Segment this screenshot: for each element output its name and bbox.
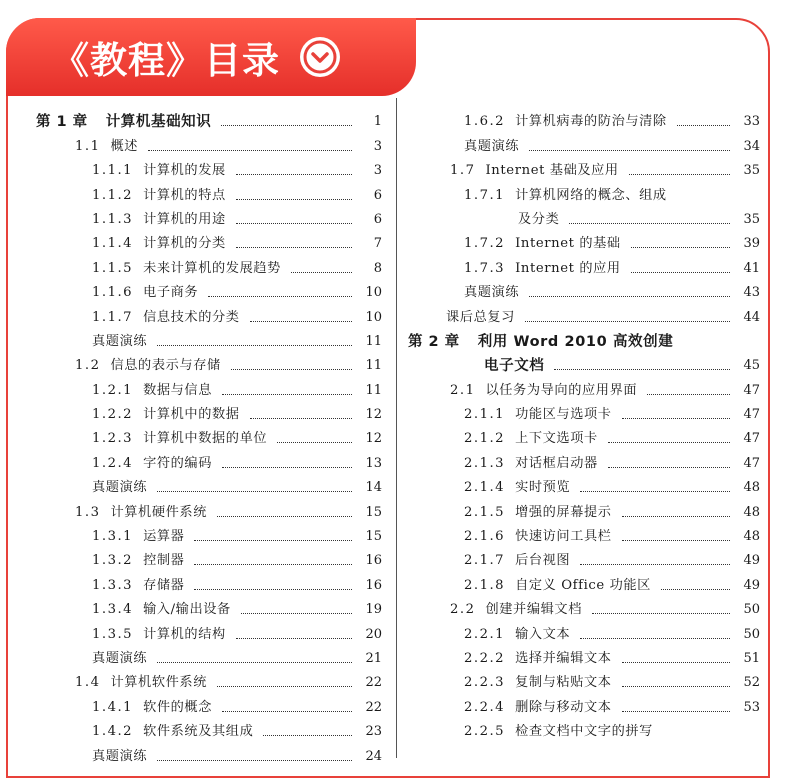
toc-entry-title: 上下文选项卡 — [515, 431, 598, 447]
toc-entry-page: 47 — [743, 382, 760, 398]
toc-entry-number: 2.1.6 — [464, 529, 506, 545]
toc-entry[interactable] — [22, 447, 382, 471]
dot-leader — [217, 686, 352, 687]
toc-entry-number: 2.1 — [450, 382, 476, 398]
toc-entry-number: 2.2.4 — [464, 699, 506, 715]
toc-entry-page: 16 — [365, 577, 382, 593]
toc-entry[interactable] — [406, 252, 760, 276]
toc-entry-title: 计算机的分类 — [143, 236, 226, 252]
toc-entry-title: 自定义 Office 功能区 — [515, 577, 651, 593]
toc-entry-page: 11 — [365, 382, 382, 398]
toc-entry-number: 1.7 — [450, 163, 476, 179]
toc-entry-title: 运算器 — [143, 529, 185, 545]
dot-leader — [231, 369, 352, 370]
toc-entry-page: 3 — [373, 138, 382, 154]
toc-entry-page: 11 — [365, 333, 382, 349]
dot-leader — [236, 174, 352, 175]
dot-leader — [622, 711, 730, 712]
toc-entry-number: 2.2.5 — [464, 724, 506, 740]
toc-entry-title: 信息的表示与存储 — [110, 358, 221, 374]
toc-entry-page: 3 — [373, 163, 382, 179]
dot-leader — [525, 321, 730, 322]
dot-leader — [277, 442, 352, 443]
toc-entry-page: 6 — [373, 211, 382, 227]
toc-entry[interactable] — [406, 277, 760, 301]
toc-entry[interactable] — [22, 643, 382, 667]
toc-entry-number: 第 1 章 — [36, 114, 88, 131]
toc-entry-title: 电子文档 — [484, 358, 545, 375]
toc-entry-title: 计算机中数据的单位 — [143, 431, 268, 447]
toc-entry-title: 计算机基础知识 — [105, 114, 212, 131]
toc-entry[interactable] — [22, 667, 382, 691]
toc-entry-number: 1.7.1 — [464, 187, 506, 203]
dot-leader — [194, 564, 352, 565]
toc-entry-page: 10 — [365, 285, 382, 301]
toc-entry-title: 以任务为导向的应用界面 — [485, 382, 638, 398]
toc-entry-page: 10 — [365, 309, 382, 325]
toc-entry[interactable] — [406, 447, 760, 471]
toc-entry[interactable] — [406, 521, 760, 545]
dot-leader — [208, 296, 352, 297]
dot-leader — [647, 394, 730, 395]
dot-leader — [236, 638, 352, 639]
dot-leader — [250, 418, 352, 419]
toc-entry-number: 1.1.3 — [92, 211, 134, 227]
dot-leader — [608, 442, 730, 443]
toc-entry-title: 计算机的结构 — [143, 626, 226, 642]
toc-entry-title: 计算机的特点 — [143, 187, 226, 203]
toc-entry-title: 增强的屏幕提示 — [515, 504, 612, 520]
toc-entry-page: 12 — [365, 431, 382, 447]
toc-entry-number: 1.3.4 — [92, 602, 134, 618]
dot-leader — [250, 321, 352, 322]
toc-entry-page: 15 — [365, 529, 382, 545]
toc-entry[interactable] — [22, 252, 382, 276]
toc-entry-number: 2.2 — [450, 602, 476, 618]
toc-entry-title: 计算机的发展 — [143, 163, 226, 179]
toc-entry-number: 1.3.3 — [92, 577, 134, 593]
toc-entry-title: Internet 的基础 — [515, 236, 621, 252]
toc-entry-title: 软件系统及其组成 — [143, 724, 254, 740]
toc-entry-number: 1.3.2 — [92, 553, 134, 569]
toc-entry-page: 47 — [743, 431, 760, 447]
dot-leader — [622, 516, 730, 517]
toc-entry-title: 真题演练 — [92, 748, 148, 764]
toc-entry-page: 24 — [365, 748, 382, 764]
toc-entry[interactable] — [406, 545, 760, 569]
toc-entry-page: 48 — [743, 529, 760, 545]
toc-entry-title: 创建并编辑文档 — [485, 602, 582, 618]
toc-entry-page: 19 — [365, 602, 382, 618]
toc-entry-title: 存储器 — [143, 577, 185, 593]
dot-leader — [580, 638, 730, 639]
toc-left-column — [22, 106, 382, 765]
toc-entry-number: 1.3.5 — [92, 626, 134, 642]
toc-entry-number: 2.2.1 — [464, 626, 506, 642]
toc-entry[interactable] — [22, 277, 382, 301]
toc-entry[interactable] — [406, 496, 760, 520]
toc-entry-number: 2.1.8 — [464, 577, 506, 593]
dot-leader — [236, 247, 352, 248]
toc-entry-title: 及分类 — [518, 211, 560, 227]
toc-entry-title: 真题演练 — [92, 480, 148, 496]
toc-entry-page: 22 — [365, 699, 382, 715]
toc-entry-page: 50 — [743, 626, 760, 642]
toc-entry-number: 1.1.6 — [92, 285, 134, 301]
toc-entry-number: 1.7.2 — [464, 236, 506, 252]
dot-leader — [222, 711, 352, 712]
toc-entry[interactable] — [22, 569, 382, 593]
toc-entry[interactable] — [22, 423, 382, 447]
toc-entry-title: 真题演练 — [92, 333, 148, 349]
toc-entry[interactable] — [22, 545, 382, 569]
toc-entry-page: 48 — [743, 480, 760, 496]
toc-entry[interactable] — [22, 740, 382, 764]
toc-entry-number: 1.2.2 — [92, 407, 134, 423]
toc-entry[interactable] — [22, 179, 382, 203]
dot-leader — [157, 760, 352, 761]
toc-entry[interactable] — [406, 155, 760, 179]
dot-leader — [222, 394, 352, 395]
toc-entry[interactable] — [406, 667, 760, 691]
dot-leader — [592, 613, 730, 614]
toc-entry-number: 2.1.5 — [464, 504, 506, 520]
toc-entry-page: 34 — [743, 138, 760, 154]
toc-entry-title: 概述 — [110, 138, 139, 154]
toc-entry-page: 6 — [373, 187, 382, 203]
toc-entry-title: 检查文档中文字的拼写 — [515, 724, 653, 740]
toc-entry-number: 1.7.3 — [464, 260, 506, 276]
toc-entry[interactable] — [22, 618, 382, 642]
dot-leader — [629, 174, 730, 175]
toc-entry-page: 50 — [743, 602, 760, 618]
toc-entry-title: 真题演练 — [464, 138, 520, 154]
toc-entry-title: 字符的编码 — [143, 455, 212, 471]
toc-entry[interactable] — [406, 716, 760, 740]
dot-leader — [194, 540, 352, 541]
toc-entry-title: 功能区与选项卡 — [515, 407, 612, 423]
dot-leader — [631, 247, 730, 248]
dot-leader — [661, 589, 730, 590]
dot-leader — [622, 540, 730, 541]
toc-entry-number: 1.2.3 — [92, 431, 134, 447]
dot-leader — [569, 223, 730, 224]
toc-entry[interactable] — [22, 496, 382, 520]
toc-entry-page: 51 — [743, 650, 760, 666]
toc-entry-title: 对话框启动器 — [515, 455, 598, 471]
toc-entry[interactable] — [406, 594, 760, 618]
toc-entry-title: 计算机软件系统 — [110, 675, 207, 691]
toc-entry-page: 33 — [743, 114, 760, 130]
dot-leader — [608, 467, 730, 468]
toc-entry-page: 49 — [743, 553, 760, 569]
toc-entry-page: 11 — [365, 358, 382, 374]
toc-chapter-entry[interactable] — [406, 326, 760, 350]
dot-leader — [157, 662, 352, 663]
toc-right-column — [406, 106, 760, 740]
toc-entry-title: 计算机的用途 — [143, 211, 226, 227]
toc-entry[interactable] — [22, 521, 382, 545]
toc-entry[interactable] — [22, 594, 382, 618]
toc-entry-page: 44 — [743, 309, 760, 325]
dot-leader — [157, 491, 352, 492]
toc-entry[interactable] — [406, 618, 760, 642]
toc-entry-number: 2.1.2 — [464, 431, 506, 447]
toc-entry[interactable] — [22, 399, 382, 423]
dot-leader — [554, 369, 730, 370]
toc-entry-number: 2.2.3 — [464, 675, 506, 691]
expand-button[interactable] — [300, 37, 340, 77]
page-title: 《教程》目录 — [52, 39, 280, 82]
toc-entry[interactable] — [22, 374, 382, 398]
dot-leader — [529, 296, 730, 297]
toc-entry[interactable] — [406, 374, 760, 398]
toc-entry-page: 49 — [743, 577, 760, 593]
toc-entry[interactable] — [22, 716, 382, 740]
toc-entry-title: Internet 基础及应用 — [485, 163, 619, 179]
toc-entry-page: 35 — [743, 163, 760, 179]
toc-entry-title: 计算机网络的概念、组成 — [515, 187, 667, 203]
toc-entry-page: 41 — [743, 260, 760, 276]
toc-entry-page: 52 — [743, 675, 760, 691]
toc-entry-number: 第 2 章 — [408, 333, 460, 350]
toc-entry-title: 计算机病毒的防治与清除 — [515, 114, 667, 130]
toc-entry-number: 1.3.1 — [92, 529, 134, 545]
toc-entry-title: 控制器 — [143, 553, 185, 569]
toc-entry-page: 22 — [365, 675, 382, 691]
toc-entry-title: 计算机中的数据 — [143, 407, 240, 423]
toc-entry[interactable] — [406, 130, 760, 154]
toc-entry-title: 真题演练 — [464, 285, 520, 301]
toc-entry[interactable] — [406, 399, 760, 423]
dot-leader — [631, 272, 730, 273]
toc-entry-number: 1.1.7 — [92, 309, 134, 325]
dot-leader — [580, 564, 730, 565]
toc-entry-number: 1.3 — [75, 504, 101, 520]
toc-entry[interactable] — [406, 569, 760, 593]
dot-leader — [291, 272, 352, 273]
toc-entry-page: 35 — [743, 211, 760, 227]
toc-entry-title: 后台视图 — [515, 553, 571, 569]
dot-leader — [236, 223, 352, 224]
toc-entry-number: 1.1.1 — [92, 163, 134, 179]
dot-leader — [580, 491, 730, 492]
toc-entry[interactable] — [22, 228, 382, 252]
toc-entry[interactable] — [406, 350, 760, 374]
toc-entry-title: 快速访问工具栏 — [515, 529, 612, 545]
toc-entry[interactable] — [22, 350, 382, 374]
toc-entry-title: 信息技术的分类 — [143, 309, 240, 325]
toc-entry-number: 1.1.4 — [92, 236, 134, 252]
toc-entry-number: 1.2 — [75, 358, 101, 374]
toc-entry-page: 53 — [743, 699, 760, 715]
toc-entry-title: 删除与移动文本 — [515, 699, 612, 715]
dot-leader — [157, 345, 352, 346]
toc-entry[interactable] — [406, 691, 760, 715]
toc-entry-page: 48 — [743, 504, 760, 520]
toc-entry-number: 1.2.1 — [92, 382, 134, 398]
toc-entry[interactable] — [406, 179, 760, 203]
toc-entry-title: 软件的概念 — [143, 699, 212, 715]
toc-entry[interactable] — [22, 691, 382, 715]
toc-entry[interactable] — [22, 301, 382, 325]
toc-entry-number: 2.2.2 — [464, 650, 506, 666]
toc-entry-page: 13 — [365, 455, 382, 471]
dot-leader — [529, 150, 730, 151]
dot-leader — [241, 613, 352, 614]
toc-entry-number: 1.2.4 — [92, 455, 134, 471]
header-tab — [6, 18, 416, 96]
toc-entry[interactable] — [406, 643, 760, 667]
dot-leader — [622, 686, 730, 687]
toc-entry-title: 实时预览 — [515, 480, 571, 496]
toc-entry-title: 数据与信息 — [143, 382, 212, 398]
toc-entry-title: 选择并编辑文本 — [515, 650, 612, 666]
toc-entry[interactable] — [22, 155, 382, 179]
toc-entry-page: 16 — [365, 553, 382, 569]
dot-leader — [677, 125, 730, 126]
toc-entry-page: 39 — [743, 236, 760, 252]
toc-entry-number: 1.1 — [75, 138, 101, 154]
dot-leader — [217, 516, 352, 517]
toc-entry-page: 7 — [373, 236, 382, 252]
chevron-down-icon — [300, 37, 340, 77]
toc-entry[interactable] — [406, 472, 760, 496]
dot-leader — [622, 662, 730, 663]
dot-leader — [194, 589, 352, 590]
toc-entry-title: Internet 的应用 — [515, 260, 621, 276]
toc-entry[interactable] — [406, 301, 760, 325]
toc-entry-page: 12 — [365, 407, 382, 423]
toc-entry-number: 1.1.5 — [92, 260, 134, 276]
toc-entry-number: 2.1.4 — [464, 480, 506, 496]
toc-entry-number: 1.4.1 — [92, 699, 134, 715]
toc-entry-number: 2.1.3 — [464, 455, 506, 471]
toc-entry-page: 23 — [365, 724, 382, 740]
toc-entry-title: 利用 Word 2010 高效创建 — [477, 333, 674, 350]
toc-entry-page: 20 — [365, 626, 382, 642]
toc-entry-title: 输入/输出设备 — [143, 602, 231, 618]
toc-entry-title: 电子商务 — [143, 285, 199, 301]
dot-leader — [236, 199, 352, 200]
toc-entry[interactable] — [22, 326, 382, 350]
toc-entry-title: 未来计算机的发展趋势 — [143, 260, 281, 276]
toc-entry-title: 复制与粘贴文本 — [515, 675, 612, 691]
toc-entry-page: 21 — [365, 650, 382, 666]
toc-entry-title: 课后总复习 — [446, 309, 515, 325]
column-divider — [396, 98, 397, 758]
toc-entry-page: 45 — [743, 358, 760, 374]
toc-entry-number: 1.1.2 — [92, 187, 134, 203]
toc-entry-page: 15 — [365, 504, 382, 520]
toc-entry-title: 输入文本 — [515, 626, 571, 642]
toc-entry-page: 47 — [743, 455, 760, 471]
toc-entry-page: 47 — [743, 407, 760, 423]
dot-leader — [222, 467, 352, 468]
dot-leader — [263, 735, 352, 736]
toc-entry-page: 14 — [365, 480, 382, 496]
toc-entry[interactable] — [406, 228, 760, 252]
toc-entry-number: 1.4 — [75, 675, 101, 691]
toc-entry-title: 真题演练 — [92, 650, 148, 666]
toc-entry-page: 43 — [743, 285, 760, 301]
toc-entry-page: 8 — [373, 260, 382, 276]
toc-entry[interactable] — [406, 204, 760, 228]
toc-entry-number: 1.6.2 — [464, 114, 506, 130]
toc-entry-number: 2.1.7 — [464, 553, 506, 569]
toc-entry[interactable] — [22, 130, 382, 154]
dot-leader — [221, 125, 352, 126]
dot-leader — [622, 418, 730, 419]
toc-entry-title: 计算机硬件系统 — [110, 504, 207, 520]
toc-entry-number: 1.4.2 — [92, 724, 134, 740]
toc-entry[interactable] — [406, 106, 760, 130]
toc-entry[interactable] — [22, 472, 382, 496]
toc-entry-number: 2.1.1 — [464, 407, 506, 423]
dot-leader — [148, 150, 352, 151]
toc-chapter-entry[interactable] — [22, 106, 382, 130]
toc-entry[interactable] — [22, 204, 382, 228]
toc-entry-page: 1 — [373, 114, 382, 130]
toc-entry[interactable] — [406, 423, 760, 447]
